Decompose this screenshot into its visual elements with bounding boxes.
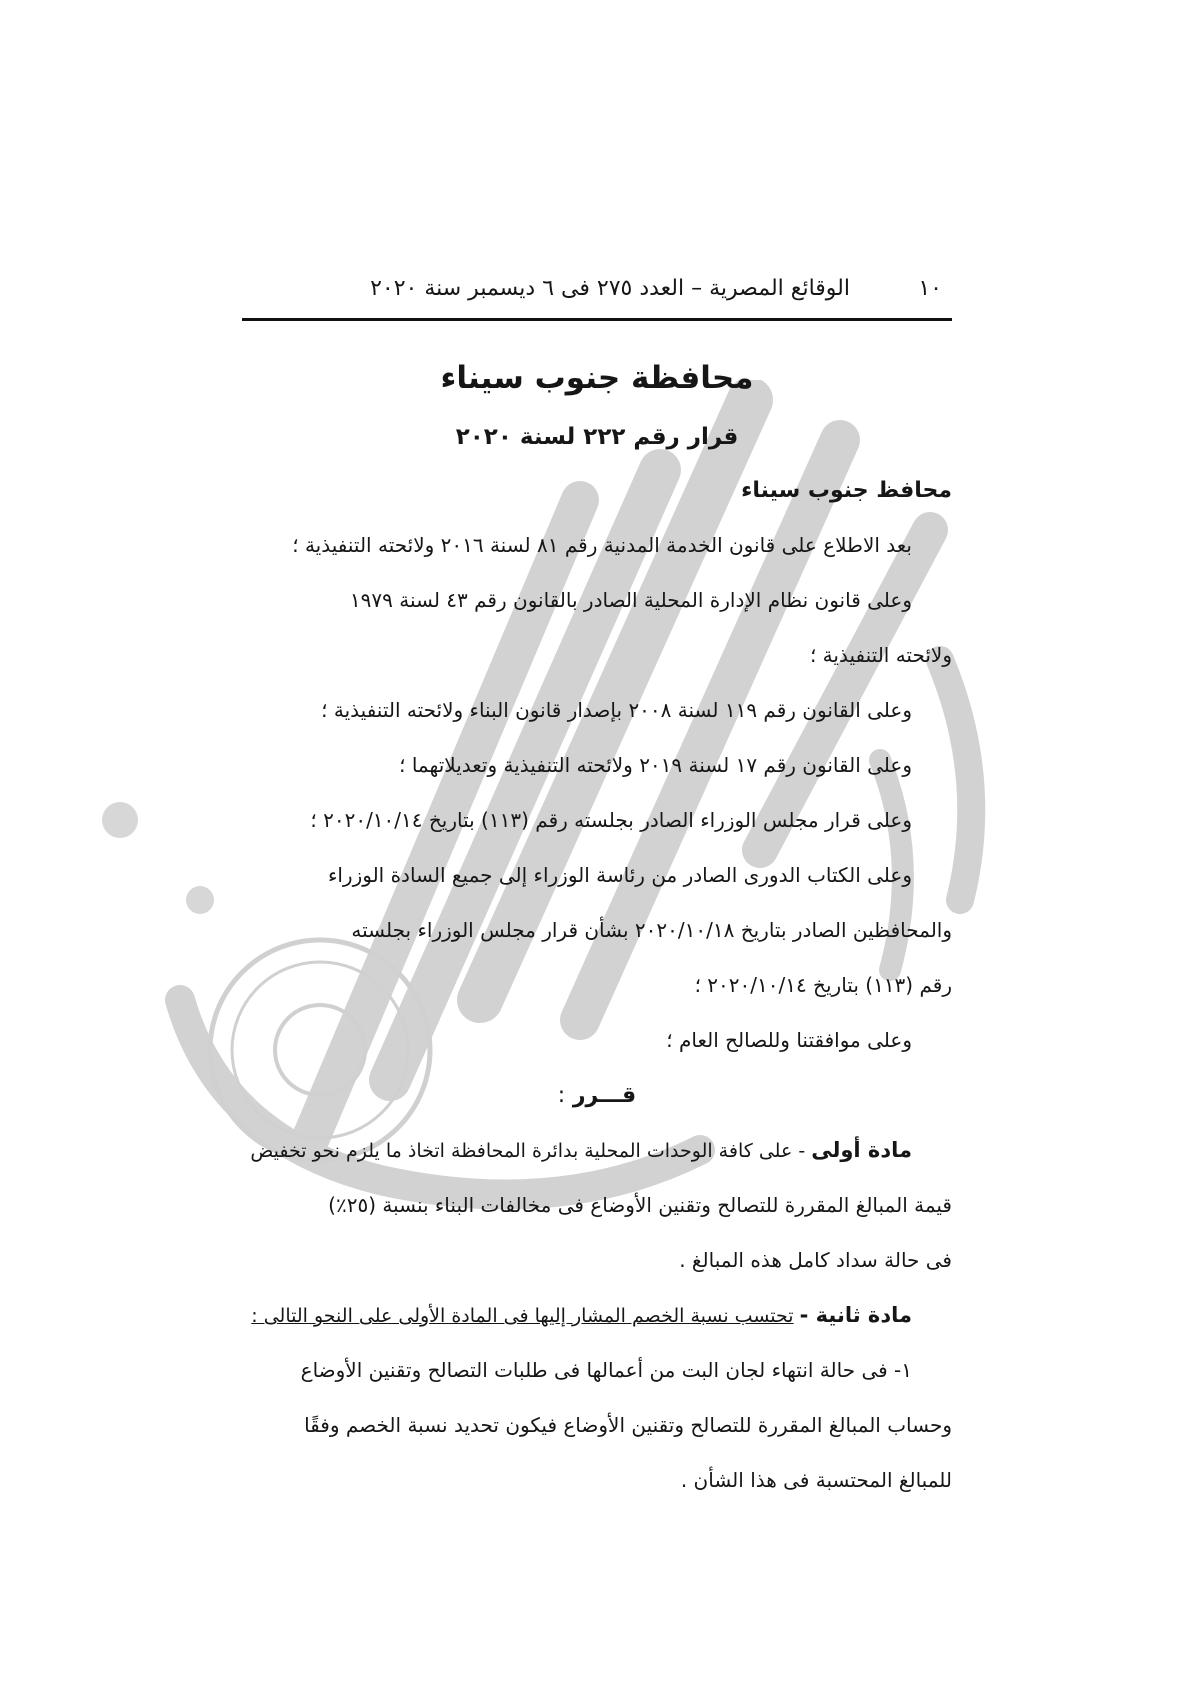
preamble-paragraph: وعلى قرار مجلس الوزراء الصادر بجلسته رقم (١١٣) بتاريخ ٢٠٢٠/١٠/١٤ ؛ — [310, 808, 912, 832]
issuer-title: محافظ جنوب سيناء — [741, 478, 952, 503]
article-one-continuation: فى حالة سداد كامل هذه المبالغ . — [679, 1248, 952, 1272]
preamble-paragraph-continuation: رقم (١١٣) بتاريخ ٢٠٢٠/١٠/١٤ ؛ — [694, 973, 952, 997]
header-divider — [242, 318, 952, 321]
article-two-item-continuation: وحساب المبالغ المقررة للتصالح وتقنين الأوضاع فيكون تحديد نسبة الخصم وفقًا — [304, 1413, 952, 1437]
article-one-text: - على كافة الوحدات المحلية بدائرة المحافظة اتخاذ ما يلزم نحو تخفيض — [250, 1140, 812, 1162]
decree-title: قرار رقم ٢٢٢ لسنة ٢٠٢٠ — [455, 424, 739, 450]
page-number: ١٠ — [918, 276, 942, 301]
watermark-dot — [186, 886, 214, 914]
article-one-continuation: قيمة المبالغ المقررة للتصالح وتقنين الأوضاع فى مخالفات البناء بنسبة (٢٥٪) — [328, 1193, 952, 1217]
gazette-header: الوقائع المصرية – العدد ٢٧٥ فى ٦ ديسمبر سنة ٢٠٢٠ — [370, 276, 850, 301]
article-two-item: ١- فى حالة انتهاء لجان البت من أعمالها فى طلبات التصالح وتقنين الأوضاع — [300, 1358, 912, 1382]
article-two-first-line — [242, 1288, 952, 1343]
article-one-first-line — [242, 1123, 952, 1178]
preamble-paragraph: وعلى قانون نظام الإدارة المحلية الصادر بالقانون رقم ٤٣ لسنة ١٩٧٩ — [349, 588, 912, 612]
decision-word: قـــرر — [572, 1083, 637, 1108]
preamble-paragraph-continuation: ولائحته التنفيذية ؛ — [809, 643, 952, 667]
decision-colon: : — [557, 1083, 566, 1108]
preamble-paragraph: وعلى القانون رقم ١٧ لسنة ٢٠١٩ ولائحته التنفيذية وتعديلاتهما ؛ — [399, 753, 912, 777]
preamble-paragraph: وعلى موافقتنا وللصالح العام ؛ — [666, 1028, 912, 1052]
article-two-item-continuation: للمبالغ المحتسبة فى هذا الشأن . — [680, 1468, 952, 1492]
article-two-label: مادة ثانية - — [799, 1303, 912, 1327]
preamble-paragraph-continuation: والمحافظين الصادر بتاريخ ٢٠٢٠/١٠/١٨ بشأن قرار مجلس الوزراء بجلسته — [351, 918, 952, 942]
watermark-dot — [102, 802, 138, 838]
article-one-label: مادة أولى — [811, 1138, 912, 1162]
preamble-paragraph: وعلى الكتاب الدورى الصادر من رئاسة الوزراء إلى جميع السادة الوزراء — [327, 863, 912, 887]
decision-heading — [242, 1068, 952, 1123]
page-header — [242, 272, 952, 306]
governorate-title: محافظة جنوب سيناء — [440, 360, 754, 396]
preamble-paragraph: وعلى القانون رقم ١١٩ لسنة ٢٠٠٨ بإصدار قانون البناء ولائحته التنفيذية ؛ — [321, 698, 912, 722]
decree-body — [242, 518, 952, 1508]
preamble-paragraph: بعد الاطلاع على قانون الخدمة المدنية رقم ٨١ لسنة ٢٠١٦ ولائحته التنفيذية ؛ — [292, 533, 912, 557]
article-two-intro: تحتسب نسبة الخصم المشار إليها فى المادة الأولى على النحو التالى : — [251, 1305, 794, 1327]
